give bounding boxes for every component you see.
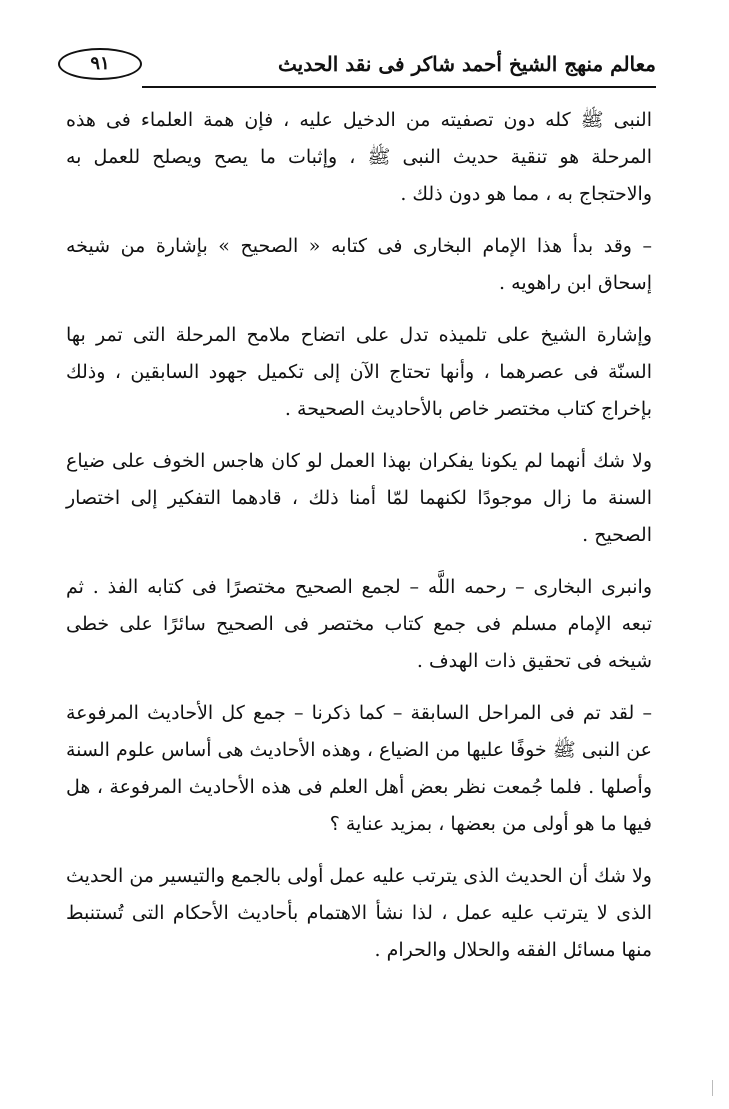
paragraph: – وقد بدأ هذا الإمام البخارى فى كتابه « الصحيح » بإشارة من شيخه إسحاق ابن راهويه .	[66, 235, 652, 294]
paragraph: ولا شك أنهما لم يكونا يفكران بهذا العمل لو كان هاجس الخوف على ضياع السنة ما زال موجودًا لكنهما لمّا أمنا ذلك ، قادهما التفكير إلى اختصار الصحيح .	[66, 450, 652, 546]
page-number: ٩١	[90, 53, 110, 74]
paragraph: – لقد تم فى المراحل السابقة – كما ذكرنا – جمع كل الأحاديث المرفوعة عن النبى ﷺ خوفًا عليها من الضياع ، وهذه الأحاديث هى أساس علوم السنة وأصلها . فلما جُمعت نظر بعض أهل العلم فى هذه الأحاديث المرفوعة ، هل فيها ما هو أولى من بعضها ، بمزيد عناية ؟	[66, 702, 652, 835]
scan-margin-mark	[712, 1080, 713, 1096]
paragraph: ولا شك أن الحديث الذى يترتب عليه عمل أولى بالجمع والتيسير من الحديث الذى لا يترتب عليه عمل ، لذا نشأ الاهتمام بأحاديث الأحكام التى تُستنبط منها مسائل الفقه والحلال والحرام .	[66, 865, 652, 961]
paragraph: وانبرى البخارى – رحمه اللَّه – لجمع الصحيح مختصرًا فى كتابه الفذ . ثم تبعه الإمام مسلم فى جمع كتاب مختصر فى الصحيح سائرًا على خطى شيخه فى تحقيق ذات الهدف .	[66, 576, 652, 672]
running-header	[58, 42, 656, 92]
body-text	[66, 102, 652, 969]
paragraph: النبى ﷺ كله دون تصفيته من الدخيل عليه ، فإن همة العلماء فى هذه المرحلة هو تنقية حديث النبى ﷺ ، وإثبات ما يصح ويصلح للعمل به والاحتجاج به ، مما هو دون ذلك .	[66, 109, 652, 205]
running-header-title: معالم منهج الشيخ أحمد شاكر فى نقد الحديث	[278, 52, 656, 76]
paragraph: وإشارة الشيخ على تلميذه تدل على اتضاح ملامح المرحلة التى تمر بها السنّة فى عصرهما ، وأنها تحتاج الآن إلى تكميل جهود السابقين ، وذلك بإخراج كتاب مختصر خاص بالأحاديث الصحيحة .	[66, 324, 652, 420]
header-rule	[142, 86, 656, 88]
